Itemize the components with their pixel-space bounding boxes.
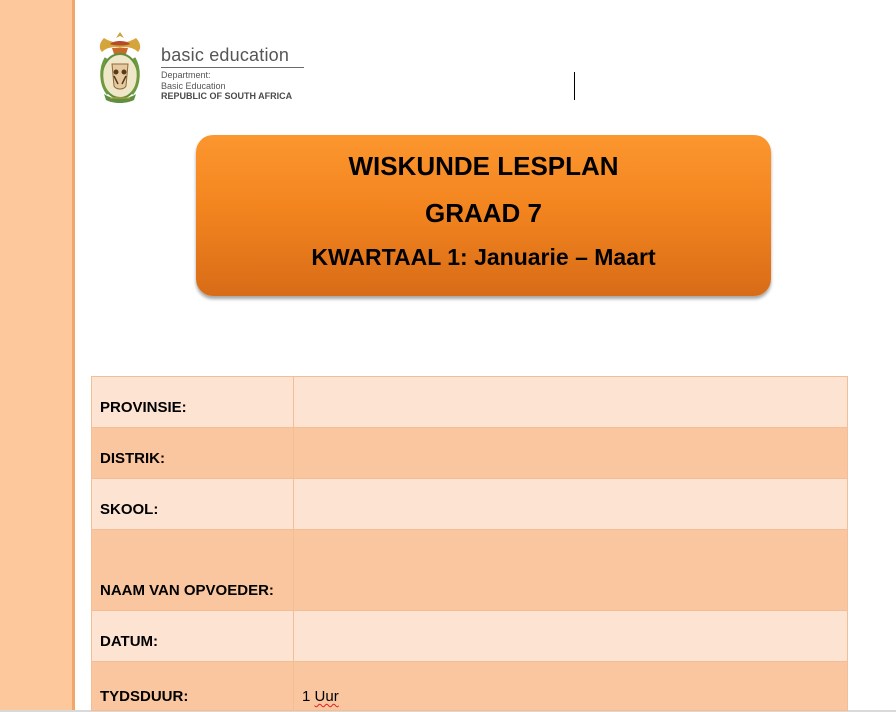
- duration-unit: Uur: [314, 688, 339, 705]
- label-educator-name: NAAM VAN OPVOEDER:: [92, 530, 294, 611]
- logo-rule: [161, 67, 304, 68]
- table-row: [92, 662, 848, 711]
- value-school[interactable]: [294, 479, 848, 530]
- table-row: [92, 611, 848, 662]
- title-box[interactable]: [196, 135, 771, 296]
- table-row: [92, 530, 848, 611]
- logo-basic-education: Basic Education: [161, 81, 226, 91]
- text-cursor: [574, 72, 575, 100]
- department-logo: [90, 28, 310, 108]
- table-row: [92, 479, 848, 530]
- value-province[interactable]: [294, 377, 848, 428]
- title-subject: WISKUNDE LESPLAN: [348, 151, 619, 181]
- logo-department: Department:: [161, 70, 211, 80]
- label-duration: TYDSDUUR:: [92, 662, 294, 711]
- value-date[interactable]: [294, 611, 848, 662]
- value-duration[interactable]: [294, 662, 848, 711]
- label-date: DATUM:: [92, 611, 294, 662]
- table-row: [92, 428, 848, 479]
- coat-of-arms-icon: [90, 28, 150, 108]
- label-district: DISTRIK:: [92, 428, 294, 479]
- label-province: PROVINSIE:: [92, 377, 294, 428]
- title-grade: GRAAD 7: [424, 198, 542, 228]
- value-district[interactable]: [294, 428, 848, 479]
- logo-republic: REPUBLIC OF SOUTH AFRICA: [161, 91, 293, 101]
- table-row: [92, 377, 848, 428]
- duration-number: 1: [302, 688, 311, 705]
- logo-title: basic education: [161, 45, 290, 65]
- lesson-info-table: [91, 376, 848, 711]
- title-term: KWARTAAL 1: Januarie – Maart: [311, 244, 656, 270]
- value-educator-name[interactable]: [294, 530, 848, 611]
- left-page-margin: [0, 0, 72, 712]
- label-school: SKOOL:: [92, 479, 294, 530]
